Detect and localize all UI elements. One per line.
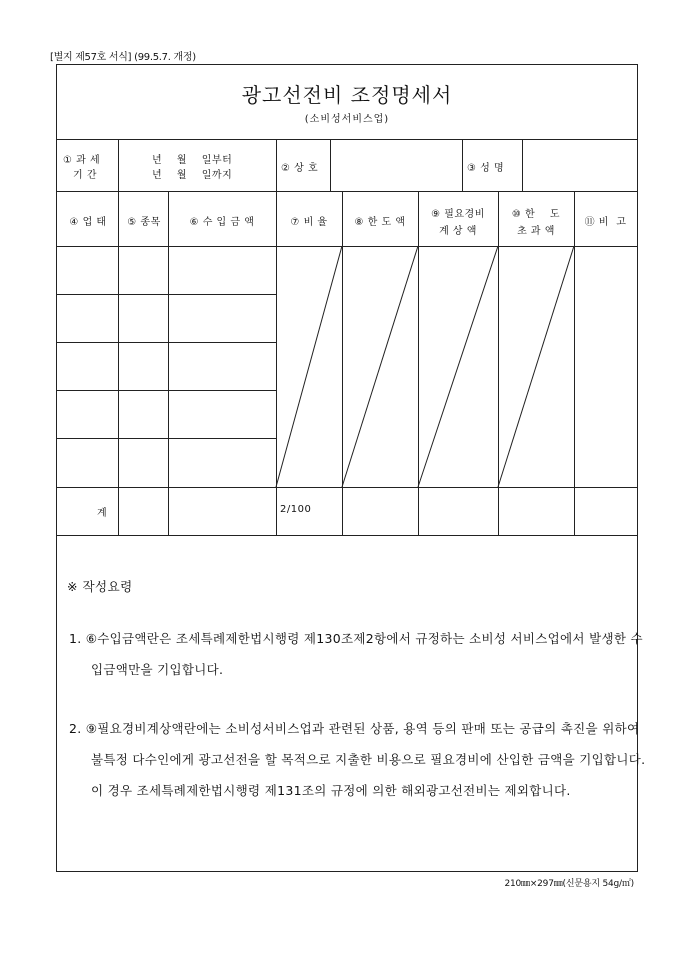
- diagonal-line-excess: [498, 246, 574, 487]
- col-header-excess-line2: 초 과 액: [517, 226, 555, 237]
- diagonal-line-expense: [418, 246, 498, 487]
- diagonal-lines: [57, 65, 637, 535]
- total-ratio: 2/100: [280, 504, 312, 515]
- name-label: ③ 성 명: [467, 163, 505, 174]
- paper-spec-footer: 210㎜×297㎜(신문용지 54g/㎡): [504, 879, 634, 889]
- col-header-business-type: ④ 업 태: [69, 217, 107, 228]
- page-subtitle: (소비성서비스업): [304, 114, 390, 125]
- period-from: 년 월 일부터: [152, 155, 233, 166]
- diagonal-line-ratio: [276, 246, 342, 487]
- company-label: ② 상 호: [281, 163, 319, 174]
- col-header-excess-line1: ⑩ 한 도: [511, 209, 561, 220]
- period-label-line2: 기 간: [73, 170, 97, 181]
- col-header-remarks: ⑪ 비 고: [584, 217, 627, 228]
- total-row-top-border: [57, 487, 637, 488]
- page-title: 광고선전비 조정명세서: [241, 83, 453, 107]
- col-header-revenue: ⑥ 수 입 금 액: [189, 217, 255, 228]
- guide-item-1: 1. ⑥수입금액란은 조세특례제한법시행령 제130조제2항에서 규정하는 소비성 서비스업에서 발생한 수입금액만을 기입합니다.: [69, 631, 643, 677]
- diagonal-line-limit: [342, 246, 418, 487]
- total-label: 계: [97, 508, 108, 519]
- form-frame: [56, 64, 646, 872]
- guide-item-2: 2. ⑨필요경비계상액란에는 소비성서비스업과 관련된 상품, 용역 등의 판매 또는 공급의 촉진을 위하여 불특정 다수인에게 광고선전을 할 목적으로 지출한 비용으로 필요경비에 산입한 금액을 기입합니다. 이 경우 조세특례제한법시행령 제131조의 규정에 의한 해외광고선전비는 제외합니다.: [69, 721, 646, 798]
- form-caption: [별지 제57호 서식] (99.5.7. 개정): [50, 52, 196, 63]
- writing-guide: [57, 535, 646, 871]
- col-header-limit: ⑧ 한 도 액: [354, 217, 406, 228]
- col-header-expense-line1: ⑨ 필요경비: [431, 209, 485, 220]
- period-to: 년 월 일까지: [152, 170, 233, 181]
- period-label-line1: ① 과 세: [63, 155, 101, 166]
- col-header-item: ⑤ 종목: [127, 217, 161, 228]
- guide-heading: ※ 작성요령: [67, 579, 133, 594]
- col-header-expense-line2: 계 상 액: [439, 226, 477, 237]
- col-header-ratio: ⑦ 비 율: [290, 217, 328, 228]
